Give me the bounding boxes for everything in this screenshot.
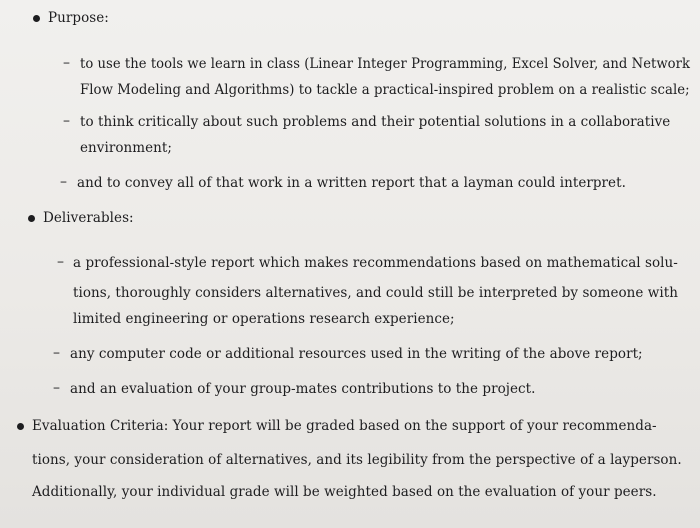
purpose-item-3-line-1: and to convey all of that work in a written report that a layman could interpret. xyxy=(77,175,626,191)
deliverables-item-1-line-2: tions, thoroughly considers alternatives, and could still be interpreted by someone with xyxy=(73,285,678,301)
evaluation-line-3: Additionally, your individual grade will be weighted based on the evaluation of your peers. xyxy=(32,484,657,500)
purpose-item-1-marker: – xyxy=(63,55,70,71)
deliverables-item-2-marker: – xyxy=(53,345,60,361)
evaluation-line-2: tions, your consideration of alternatives, and its legibility from the perspective of a layperson. xyxy=(32,452,682,468)
purpose-item-1-line-2: Flow Modeling and Algorithms) to tackle a practical-inspired problem on a realistic scale; xyxy=(80,82,690,98)
purpose-item-2-line-1: to think critically about such problems and their potential solutions in a collaborative xyxy=(80,114,671,130)
deliverables-heading: Deliverables: xyxy=(43,210,134,226)
deliverables-item-1-marker: – xyxy=(57,254,64,270)
deliverables-bullet xyxy=(28,215,35,222)
purpose-bullet xyxy=(33,15,40,22)
evaluation-line-1: Evaluation Criteria: Your report will be graded based on the support of your recommenda- xyxy=(32,418,657,434)
purpose-heading: Purpose: xyxy=(48,10,109,26)
evaluation-bullet xyxy=(17,423,24,430)
purpose-item-1-line-1: to use the tools we learn in class (Linear Integer Programming, Excel Solver, and Network xyxy=(80,56,691,72)
deliverables-item-3-line-1: and an evaluation of your group-mates contributions to the project. xyxy=(70,381,536,397)
purpose-item-2-marker: – xyxy=(63,113,70,129)
deliverables-item-2-line-1: any computer code or additional resources used in the writing of the above report; xyxy=(70,346,643,362)
purpose-item-3-marker: – xyxy=(60,174,67,190)
deliverables-item-1-line-1: a professional-style report which makes recommendations based on mathematical solu- xyxy=(73,255,678,271)
purpose-item-2-line-2: environment; xyxy=(80,140,172,156)
deliverables-item-1-line-3: limited engineering or operations research experience; xyxy=(73,311,455,327)
deliverables-item-3-marker: – xyxy=(53,380,60,396)
